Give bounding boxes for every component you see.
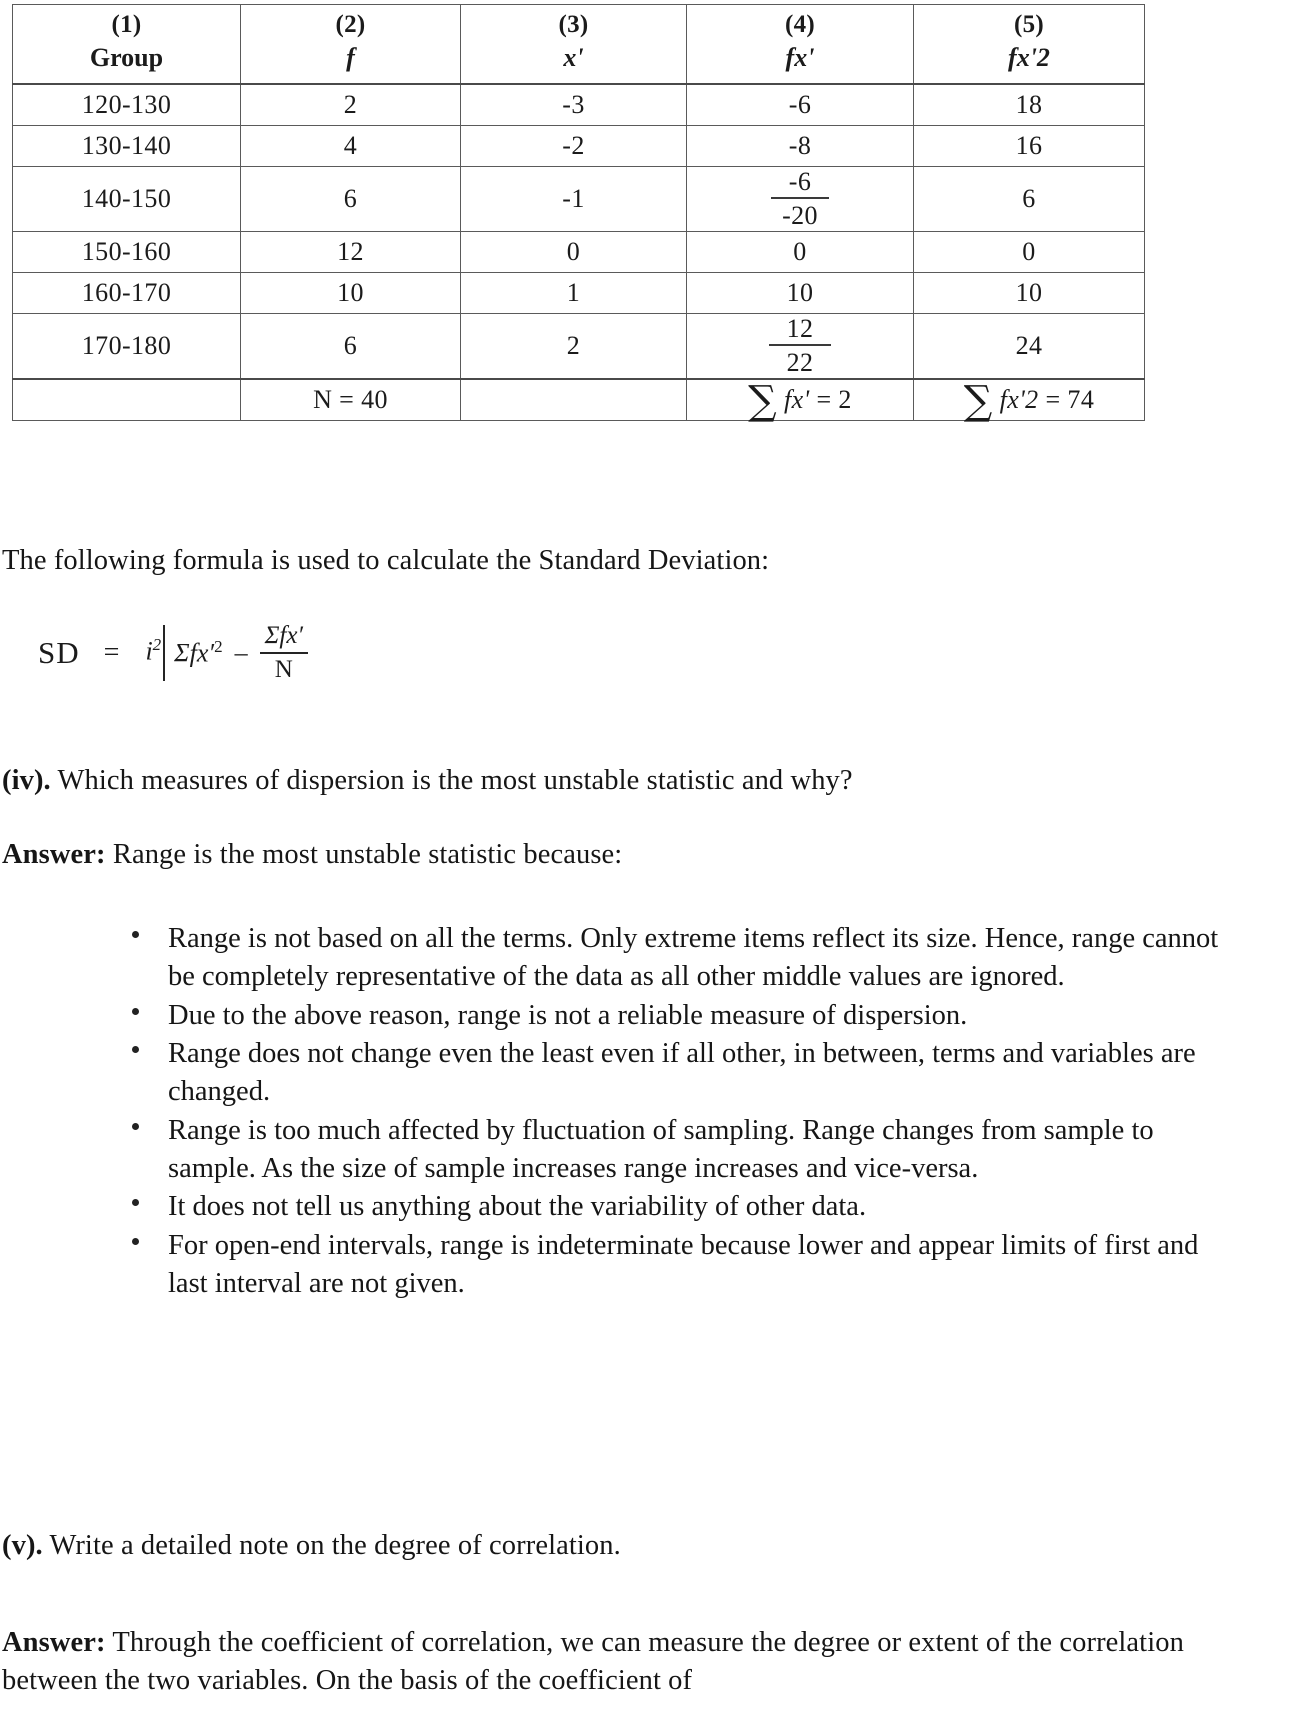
fraction-numerator: Σfx′ [260, 622, 308, 654]
cell-f: 12 [241, 232, 461, 273]
column-number-5: (5) [1013, 11, 1045, 38]
list-item [168, 920, 1233, 996]
question-iv [2, 762, 1192, 800]
column-label-f: f [346, 43, 355, 72]
bullet-icon [132, 1238, 139, 1245]
total-fx-prime-squared-label: fx'2 [999, 385, 1039, 415]
cell-total-group [13, 379, 241, 421]
table-row [13, 167, 1145, 232]
table-row [13, 84, 1145, 126]
list-item-text: Range is too much affected by fluctuation of sampling. Range changes from sample to sample. As the size of sample increases range increases and vice-versa. [168, 1114, 1154, 1184]
table-header-row [13, 5, 1145, 85]
cell-x-prime: 1 [461, 273, 687, 314]
formula-fraction [260, 622, 308, 683]
subtotal-addend: -6 [771, 167, 829, 199]
list-item-text: Range is not based on all the terms. Only extreme items reflect its size. Hence, range cannot be completely representative of the data as all other middle values are ignored. [168, 923, 1219, 992]
formula-inner [174, 622, 308, 683]
list-item [168, 1227, 1233, 1303]
list-item [168, 1112, 1233, 1188]
answer-iv-text: Range is the most unstable statistic because: [112, 839, 623, 870]
cell-fx-prime-squared: 10 [914, 273, 1145, 314]
column-number-2: (2) [335, 11, 366, 38]
table-row [13, 126, 1145, 167]
list-item [168, 997, 1233, 1035]
bullet-icon [132, 931, 139, 938]
cell-total-n: N = 40 [241, 379, 461, 421]
list-item-text: Due to the above reason, range is not a reliable measure of dispersion. [168, 999, 968, 1031]
column-number-4: (4) [784, 11, 816, 38]
cell-fx-prime-squared: 0 [914, 232, 1145, 273]
cell-f: 10 [241, 273, 461, 314]
table-row [13, 314, 1145, 380]
formula-equals: = [103, 636, 120, 668]
cell-total-sum-fx-prime-squared [914, 378, 1145, 425]
cell-x-prime: 2 [461, 314, 687, 380]
cell-group: 150-160 [13, 232, 241, 273]
column-header-fx-prime-squared [914, 5, 1145, 85]
list-item-text: Range does not change even the least even if all other, in between, terms and variables are changed. [168, 1038, 1196, 1107]
column-header-f [241, 5, 461, 85]
subtotal-sum: 22 [786, 348, 814, 378]
range-drawbacks-list [118, 920, 1233, 1304]
cell-fx-prime: -6 [687, 84, 914, 126]
list-item-text: For open-end intervals, range is indeterminate because lower and appear limits of first and last interval are not given. [168, 1230, 1199, 1299]
question-iv-number: (iv). [2, 765, 51, 796]
list-item [168, 1188, 1233, 1226]
formula-term-sum-fx-squared: $\Sigma fx'^2$ [174, 636, 223, 668]
cell-fx-prime-squared: 24 [914, 314, 1145, 380]
negative-subtotal-stack [771, 167, 829, 230]
cell-x-prime: -3 [461, 84, 687, 126]
column-header-group [13, 5, 241, 85]
cell-total-x-prime [461, 379, 687, 421]
cell-x-prime: -2 [461, 126, 687, 167]
fraction-denominator: N [274, 655, 293, 683]
answer-v-text: Through the coefficient of correlation, we can measure the degree or extent of the correlation between the two variables. On the basis of the coefficient of [2, 1627, 1184, 1697]
cell-fx-prime: -8 [687, 126, 914, 167]
list-item-text: It does not tell us anything about the variability of other data. [168, 1191, 867, 1223]
cell-fx-prime-squared: 6 [914, 167, 1145, 232]
cell-group: 140-150 [13, 167, 241, 232]
table-total-row [13, 379, 1145, 421]
cell-fx-prime: 0 [687, 232, 914, 273]
standard-deviation-formula [38, 622, 308, 683]
cell-group: 120-130 [13, 84, 241, 126]
answer-iv-label: Answer: [2, 839, 106, 870]
cell-fx-prime: 10 [687, 273, 914, 314]
column-number-3: (3) [558, 11, 589, 38]
cell-fx-prime-subtotal [687, 167, 914, 232]
cell-total-sum-fx-prime [687, 378, 914, 425]
sigma-icon: ∑ [748, 378, 778, 425]
cell-fx-prime-subtotal [687, 314, 914, 380]
subtotal-sum: -20 [782, 201, 818, 231]
frequency-distribution-table [12, 4, 1144, 425]
bullet-icon [132, 1008, 139, 1015]
total-fx-prime-squared-value: = 74 [1045, 385, 1095, 415]
bullet-icon [132, 1123, 139, 1130]
formula-intro-text: The following formula is used to calculate the Standard Deviation: [2, 545, 770, 576]
formula-root-expression [145, 622, 308, 683]
formula-minus-sign: – [234, 637, 248, 667]
subtotal-addend: 12 [769, 314, 832, 346]
root-bar-icon [163, 625, 165, 681]
cell-fx-prime-squared: 18 [914, 84, 1145, 126]
question-v-text: Write a detailed note on the degree of correlation. [49, 1530, 621, 1561]
sigma-icon: ∑ [963, 378, 993, 425]
cell-group: 160-170 [13, 273, 241, 314]
column-label-x-prime: x' [563, 43, 584, 72]
cell-f: 2 [241, 84, 461, 126]
cell-x-prime: -1 [461, 167, 687, 232]
table-row [13, 232, 1145, 273]
column-number-1: (1) [111, 11, 142, 38]
answer-v [2, 1624, 1192, 1700]
total-fx-prime-value: = 2 [816, 385, 852, 415]
positive-subtotal-stack [769, 314, 832, 377]
cell-group: 170-180 [13, 314, 241, 380]
cell-f: 6 [241, 167, 461, 232]
cell-x-prime: 0 [461, 232, 687, 273]
question-v-number: (v). [2, 1530, 43, 1561]
cell-f: 4 [241, 126, 461, 167]
cell-fx-prime-squared: 16 [914, 126, 1145, 167]
bullet-icon [132, 1046, 139, 1053]
cell-group: 130-140 [13, 126, 241, 167]
question-iv-text: Which measures of dispersion is the most unstable statistic and why? [57, 765, 853, 796]
answer-v-label: Answer: [2, 1627, 106, 1658]
question-v [2, 1527, 1192, 1565]
table-row [13, 273, 1145, 314]
column-label-fx-prime-squared: fx'2 [1008, 43, 1050, 72]
formula-lhs: SD [38, 634, 80, 670]
column-header-x-prime [461, 5, 687, 85]
column-label-group: Group [89, 43, 164, 72]
list-item [168, 1035, 1233, 1111]
root-index: $i^2$ [145, 634, 162, 666]
bullet-icon [132, 1199, 139, 1206]
column-label-fx-prime: fx' [785, 43, 815, 72]
answer-iv [2, 836, 1192, 874]
column-header-fx-prime [687, 5, 914, 85]
cell-f: 6 [241, 314, 461, 380]
total-fx-prime-label: fx' [784, 385, 810, 415]
